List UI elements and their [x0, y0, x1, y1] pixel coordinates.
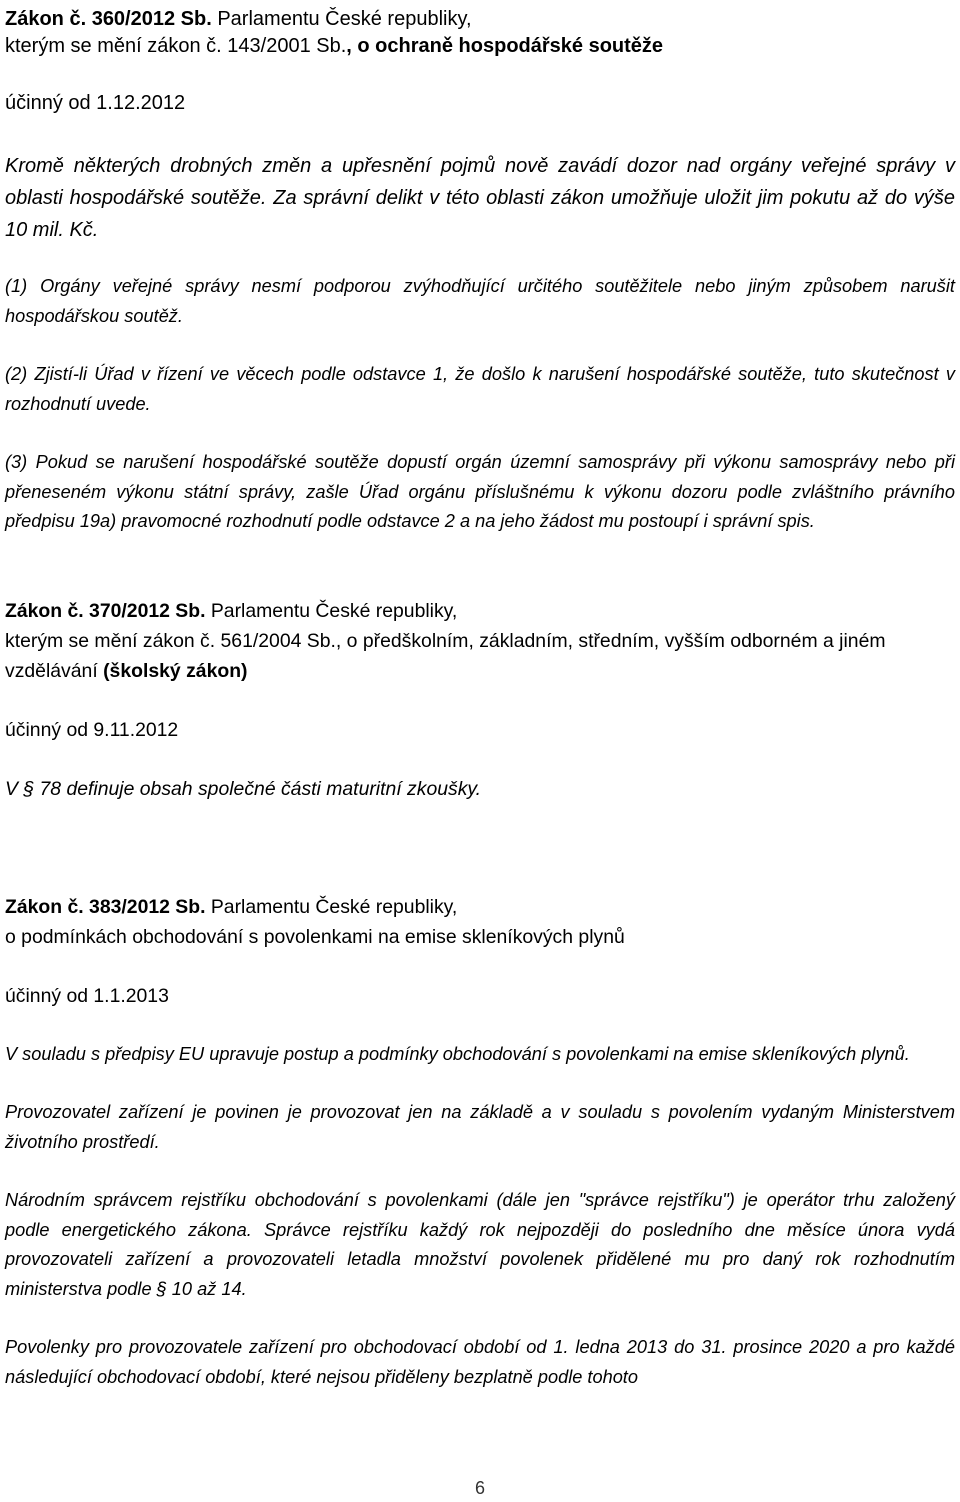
law-383-para-4: Povolenky pro provozovatele zařízení pro obchodovací období od 1. ledna 2013 do 31. prosince 2020 a pro každé následující obchodovací období, které nejsou přiděleny bezplatně podle tohoto — [5, 1337, 955, 1387]
law-383-para-1: V souladu s předpisy EU upravuje postup a podmínky obchodování s povolenkami na emise skleníkových plynů. — [5, 1043, 910, 1064]
law-383-para-3-a: Národním správcem rejstříku obchodování s povolenkami (dále jen "správce rejstříku") je operátor trhu založený podle energetického zákona. — [5, 1190, 955, 1240]
document-page — [5, 6, 955, 1392]
law-383-effective: účinný od 1.1.2013 — [5, 984, 169, 1007]
page-number: 6 — [474, 1478, 485, 1498]
law-360-paragraphs — [5, 272, 955, 537]
law-360-effective: účinný od 1.12.2012 — [5, 92, 186, 114]
law-370-amends: kterým se mění zákon č. 561/2004 Sb. — [5, 629, 336, 652]
law-383-parliament: Parlamentu České republiky, — [210, 895, 458, 918]
law-370-note: V § 78 definuje obsah společné části maturitní zkoušky. — [5, 777, 482, 800]
law-370-section — [5, 596, 955, 804]
law-383-para-3 — [5, 1186, 955, 1304]
law-370-number: Zákon č. 370/2012 Sb. — [5, 599, 206, 622]
law-360-para-1: (1) Orgány veřejné správy nesmí podporou zvýhodňující určitého soutěžitele nebo jiným způsobem narušit hospodářskou soutěž. — [5, 276, 955, 326]
law-360-section — [5, 6, 955, 272]
law-360-heading — [5, 6, 955, 60]
law-383-number: Zákon č. 383/2012 Sb. — [5, 895, 206, 918]
law-370-effective: účinný od 9.11.2012 — [5, 718, 179, 741]
law-360-intro-1: Kromě některých drobných změn a upřesnění pojmů nově zavádí dozor nad orgány veřejné správy v oblasti hospodářské soutěže. — [5, 155, 955, 209]
law-370-heading — [5, 596, 955, 686]
law-370-act-short-name: (školský zákon) — [103, 659, 248, 682]
law-370-act-name: , o předškolním, základním, středním, vyšším odborném a jiném vzdělávání — [5, 629, 886, 682]
law-383-para-2: Provozovatel zařízení je povinen je provozovat jen na základě a v souladu s povolením vydaným Ministerstvem životního prostředí. — [5, 1102, 955, 1152]
law-383-para-3-b: Správce rejstříku každý rok nejpozději do posledního dne měsíce února vydá provozovateli zařízení a provozovateli letadla množství povolenek přidělené mu pro daný rok rozhodnutím ministerstva podle § 10 až 14. — [5, 1219, 955, 1299]
law-360-amends: kterým se mění zákon č. 143/2001 Sb. — [5, 35, 347, 57]
law-383-section — [5, 892, 955, 1393]
law-383-subject: o podmínkách obchodování s povolenkami na emise skleníkových plynů — [5, 925, 625, 948]
law-360-intro — [5, 150, 955, 246]
law-360-parliament: Parlamentu České republiky, — [217, 8, 472, 30]
law-360-number: Zákon č. 360/2012 Sb. — [5, 8, 212, 30]
law-370-parliament: Parlamentu České republiky, — [210, 599, 458, 622]
law-360-intro-2: Za správní delikt v této oblasti zákon umožňuje uložit jim pokutu až do výše 10 mil. Kč. — [5, 187, 956, 241]
law-360-para-2: (2) Zjistí-li Úřad v řízení ve věcech podle odstavce 1, že došlo k narušení hospodářské soutěže, tuto skutečnost v rozhodnutí uvede. — [5, 364, 955, 414]
law-360-act-name: , o ochraně hospodářské soutěže — [346, 35, 664, 57]
law-360-para-3: (3) Pokud se narušení hospodářské soutěže dopustí orgán územní samosprávy při výkonu samosprávy nebo při přeneseném výkonu státní správy, zašle Úřad orgánu příslušnému k výkonu dozoru podle zvláštního právního předpisu 19a) pravomocné rozhodnutí podle odstavce 2 a na jeho žádost mu postoupí i správní spis. — [5, 452, 955, 531]
law-383-heading — [5, 892, 955, 952]
